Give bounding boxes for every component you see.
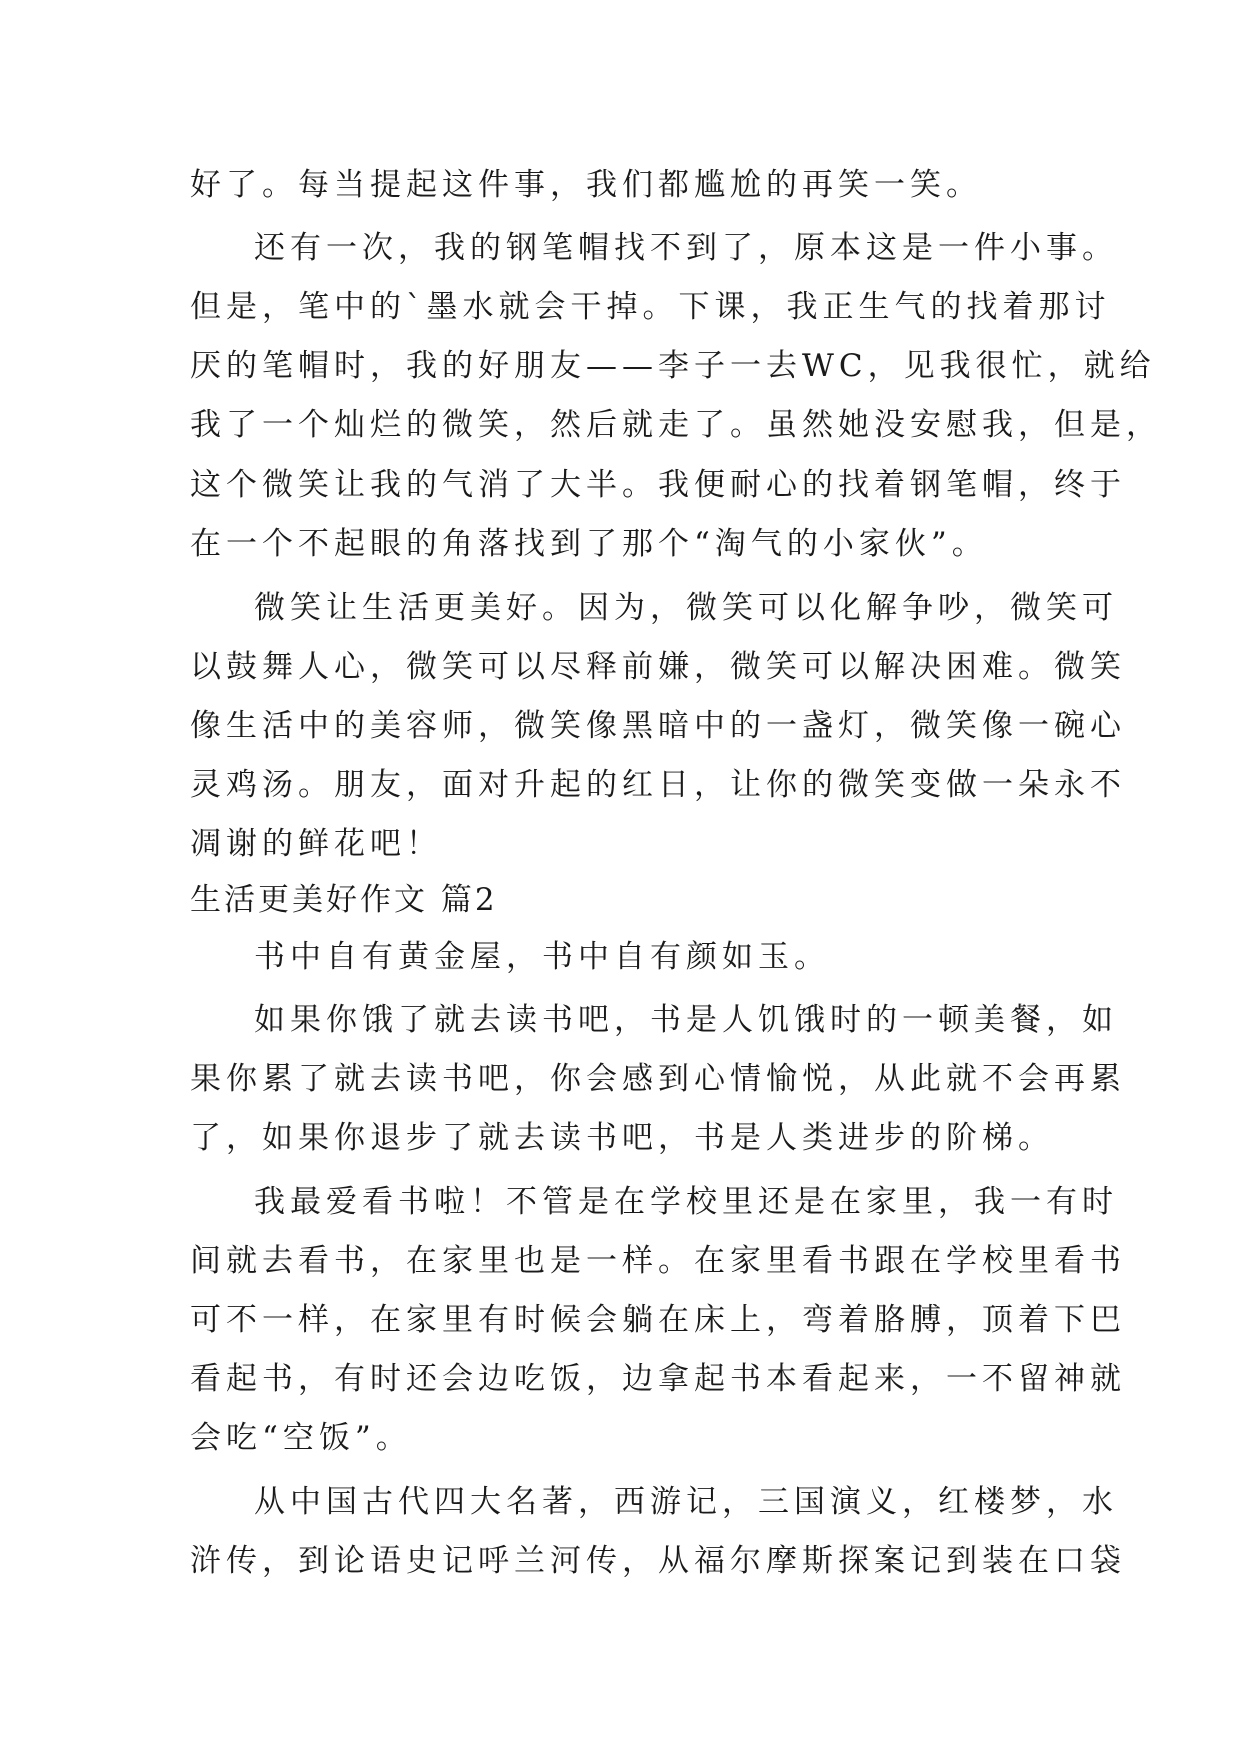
text-line: 厌的笔帽时，我的好朋友——李子一去WC，见我很忙，就给	[190, 348, 1156, 384]
paragraph-first-line: 如果你饿了就去读书吧，书是人饥饿时的一顿美餐，如	[254, 1002, 1118, 1038]
text-line: 果你累了就去读书吧，你会感到心情愉悦，从此就不会再累	[190, 1061, 1126, 1097]
text-line: 浒传，到论语史记呼兰河传，从福尔摩斯探案记到装在口袋	[190, 1543, 1126, 1579]
text-line: 但是，笔中的`墨水就会干掉。下课，我正生气的找着那讨	[190, 289, 1111, 325]
paragraph-first-line: 还有一次，我的钢笔帽找不到了，原本这是一件小事。	[254, 230, 1118, 266]
text-line: 我了一个灿烂的微笑，然后就走了。虽然她没安慰我，但是，	[190, 407, 1162, 443]
text-line: 好了。每当提起这件事，我们都尴尬的再笑一笑。	[190, 167, 982, 203]
text-line: 这个微笑让我的气消了大半。我便耐心的找着钢笔帽，终于	[190, 467, 1126, 503]
text-line: 以鼓舞人心，微笑可以尽释前嫌，微笑可以解决困难。微笑	[190, 649, 1126, 685]
text-line: 会吃“空饭”。	[190, 1420, 412, 1456]
text-line: 看起书，有时还会边吃饭，边拿起书本看起来，一不留神就	[190, 1361, 1126, 1397]
paragraph-first-line: 从中国古代四大名著，西游记，三国演义，红楼梦，水	[254, 1484, 1118, 1520]
text-line: 在一个不起眼的角落找到了那个“淘气的小家伙”。	[190, 526, 988, 562]
paragraph-first-line: 我最爱看书啦！不管是在学校里还是在家里，我一有时	[254, 1184, 1118, 1220]
text-line: 间就去看书，在家里也是一样。在家里看书跟在学校里看书	[190, 1243, 1126, 1279]
text-line: 了，如果你退步了就去读书吧，书是人类进步的阶梯。	[190, 1120, 1054, 1156]
text-line: 灵鸡汤。朋友，面对升起的红日，让你的微笑变做一朵永不	[190, 767, 1126, 803]
text-line: 凋谢的鲜花吧！	[190, 826, 442, 862]
paragraph-first-line: 微笑让生活更美好。因为，微笑可以化解争吵，微笑可	[254, 590, 1118, 626]
section-heading: 生活更美好作文 篇2	[190, 882, 498, 918]
text-line: 可不一样，在家里有时候会躺在床上，弯着胳膊，顶着下巴	[190, 1302, 1126, 1338]
paragraph-first-line: 书中自有黄金屋，书中自有颜如玉。	[254, 939, 830, 975]
text-line: 像生活中的美容师，微笑像黑暗中的一盏灯，微笑像一碗心	[190, 708, 1126, 744]
